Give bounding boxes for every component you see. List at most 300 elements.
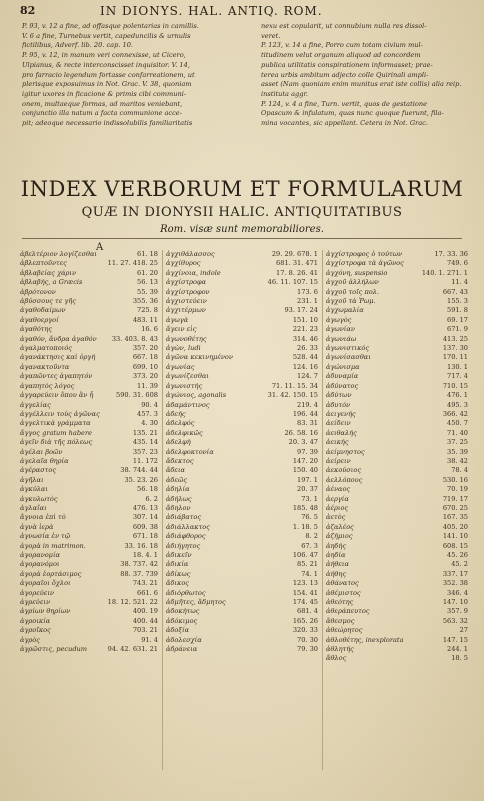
index-term: ἀζαλέος: [326, 522, 354, 531]
index-term: ἀγχιθάλασσος: [166, 250, 215, 258]
index-term: ἀγχωμαλία: [326, 306, 364, 315]
index-entry: [166, 485, 318, 494]
column-divider: [322, 250, 323, 770]
index-term: ἀετὸς: [326, 513, 346, 522]
index-entry: [326, 382, 468, 391]
index-term: ἀγωνοθέτης: [166, 334, 207, 343]
index-term: ἀγέραστος: [20, 466, 57, 475]
index-term: ἀθάνατος: [326, 579, 359, 588]
index-term: ἀγαλματοποιός: [20, 344, 72, 353]
index-term: ἄγειν εἰς: [166, 325, 197, 334]
section-letter: A: [96, 242, 104, 253]
index-term: ἄγνοια ἐπὶ τὸ: [20, 513, 66, 522]
index-term: ἀδηλία: [166, 485, 190, 494]
index-entry: [326, 513, 468, 522]
index-subtitle: QUÆ IN DIONYSII HALIC. ANTIQUITATIBUS: [81, 205, 403, 220]
index-entry: [166, 353, 318, 362]
index-entry: [20, 429, 158, 438]
index-reference: 670. 25: [442, 503, 468, 512]
index-entry: [326, 325, 468, 334]
index-entry: [326, 607, 468, 616]
header-rule: [22, 238, 462, 239]
note-line: plerisque exposuimus in Not. Grac. V. 38, quoniam: [22, 80, 192, 89]
index-term: ἀγχίστροφον: [166, 287, 210, 296]
index-reference: 137. 30: [442, 344, 468, 353]
index-reference: 231. 1: [297, 297, 318, 306]
index-entry: [326, 598, 468, 607]
index-term: ἀγέλαι βοῶν: [20, 447, 63, 456]
index-reference: 76. 5: [301, 513, 318, 522]
index-entry: [166, 419, 318, 428]
running-head: [20, 2, 464, 20]
index-entry: [326, 278, 468, 287]
index-term: ἀδυτόν: [326, 400, 351, 409]
index-entry: [166, 598, 318, 607]
index-reference: 67. 3: [301, 541, 318, 550]
index-term: ἀγορὰ in matrimon.: [20, 541, 86, 550]
index-entry: [326, 532, 468, 541]
index-term: ἀείδειν: [326, 419, 351, 428]
index-entry: [166, 325, 318, 334]
index-term: ἀγεῖν διὰ τῆς πόλεως: [20, 438, 93, 447]
index-term: ἀδιάλλακτος: [166, 522, 210, 531]
index-term: ἀδιόρθωτος: [166, 588, 206, 597]
index-entry: [326, 438, 468, 447]
index-entry: [20, 325, 158, 334]
index-reference: 38. 42: [447, 456, 468, 465]
index-entry: [326, 589, 468, 598]
index-term: ἀγορὰ ἑορτάσιμος: [20, 569, 82, 578]
index-term: ἄδεια: [166, 466, 185, 475]
index-entry: [166, 570, 318, 579]
index-term: ἀδμῆτες, ἄδμητος: [166, 598, 226, 607]
index-reference: 83. 31: [297, 419, 318, 428]
index-reference: 61. 20: [137, 268, 158, 277]
index-reference: 11. 39: [137, 381, 158, 390]
index-reference: 8. 2: [305, 532, 318, 541]
index-term: ἀγχοῦ ἀλλήλων: [326, 278, 379, 287]
index-reference: 70. 19: [447, 485, 468, 494]
index-term: ἀγρίων θηρίων: [20, 607, 71, 616]
index-entry: [20, 589, 158, 598]
index-reference: 27: [459, 626, 468, 635]
index-entry: [326, 448, 468, 457]
index-entry: [20, 363, 158, 372]
index-entry: [166, 306, 318, 315]
index-term: ἀβρότονον: [20, 287, 56, 296]
index-term: ἀγχοῦ τὰ Ῥωμ.: [326, 297, 376, 306]
index-entry: [166, 504, 318, 513]
index-reference: 307. 14: [132, 513, 158, 522]
index-entry: [326, 401, 468, 410]
index-term: ἀγαθοεργοί: [20, 315, 59, 324]
page-number: 82: [20, 4, 36, 17]
index-reference: 244. 1: [447, 645, 468, 654]
index-term: ἀγωγὰ: [166, 315, 189, 324]
index-reference: 173. 6: [297, 287, 318, 296]
index-reference: 61. 18: [137, 250, 158, 258]
index-term: ἀδύνατος: [326, 381, 359, 390]
index-term: ἀγωνίαν: [326, 325, 355, 334]
index-reference: 151. 10: [292, 315, 318, 324]
index-term: ἀηδία: [326, 551, 346, 559]
index-entry: [326, 570, 468, 579]
index-term: ἀδελφός: [166, 419, 195, 428]
index-reference: 221. 23: [292, 325, 318, 334]
index-column-2: [166, 250, 318, 654]
index-term: ἀγνὰ ἱερὰ: [20, 522, 54, 531]
index-entry: [20, 466, 158, 475]
index-term: ἀεικής: [326, 438, 349, 447]
index-term: ἀδεῶς: [166, 475, 188, 484]
index-reference: 366. 42: [442, 409, 468, 418]
index-entry: [20, 598, 158, 607]
index-reference: 78. 4: [451, 466, 468, 475]
index-term: ἀεκούσιος: [326, 466, 362, 475]
index-reference: 26. 33: [297, 344, 318, 353]
index-term: ἀδαμάντινος: [166, 400, 210, 409]
index-term: ἀγχίθυρος: [166, 259, 201, 268]
index-entry: [20, 269, 158, 278]
note-line: pit; adeoque necessario indissolubilis familiaritatis: [22, 119, 193, 128]
index-entry: [166, 457, 318, 466]
index-term: ἀγωνιάω: [326, 334, 357, 343]
index-entry: [20, 306, 158, 315]
index-entry: [20, 645, 158, 654]
index-reference: 93. 17. 24: [284, 306, 318, 315]
index-entry: [326, 269, 468, 278]
index-term: ἀήθης: [326, 569, 347, 578]
index-term: ἀγῶνα κεκινημένον: [166, 353, 233, 362]
index-reference: 46. 11. 107. 15: [267, 278, 318, 287]
index-entry: [20, 259, 158, 268]
index-entry: [326, 645, 468, 654]
index-term: ἀγανάκτησις καὶ ὀργή: [20, 353, 96, 362]
index-reference: 38. 744. 44: [120, 466, 158, 475]
note-line: Opascum & infulatum, quas nunc quoque fuerunt, fila-: [261, 109, 444, 118]
index-reference: 85. 21: [297, 560, 318, 569]
index-reference: 45. 26: [447, 551, 468, 559]
index-reference: 1. 18. 5: [292, 522, 318, 531]
index-entry: [326, 560, 468, 569]
index-entry: [166, 551, 318, 560]
index-term: ἀγγελτικὰ γράμματα: [20, 419, 91, 428]
index-entry: [166, 335, 318, 344]
index-reference: 31. 42. 150. 15: [267, 391, 318, 400]
index-term: ἀδίκως: [166, 569, 191, 578]
index-term: ἀήθεια: [326, 560, 349, 569]
index-reference: 355. 36: [132, 297, 158, 306]
index-term: ἀδικεῖν: [166, 551, 192, 559]
note-line: conjunctio illa natum a facta communione acce-: [22, 109, 182, 118]
index-term: ἀγχόνη, suspensio: [326, 268, 388, 277]
index-term: ἄδικος: [166, 579, 189, 588]
index-term: ἀηδής: [326, 541, 347, 550]
index-reference: 699. 10: [132, 362, 158, 371]
index-entry: [326, 363, 468, 372]
index-reference: 563. 32: [442, 616, 468, 625]
note-line: nexu est copularit, ut connubium nulla res dissol-: [261, 22, 427, 30]
index-reference: 18. 4. 1: [132, 551, 158, 559]
index-term: ἄδηλον: [166, 503, 191, 512]
index-reference: 400. 19: [132, 607, 158, 616]
note-line: fictilibus, Adverf. lib. 20. cap. 10.: [22, 41, 134, 50]
index-term: ἀγωνίας: [166, 362, 195, 371]
index-term: ἀδυναμία: [326, 372, 359, 381]
index-term: ἀδελφοκτονία: [166, 447, 214, 456]
index-entry: [20, 419, 158, 428]
index-term: ἀγχίστροφα τὰ ἀγῶνος: [326, 259, 404, 268]
index-entry: [326, 353, 468, 362]
index-term: ἀδήλως: [166, 494, 192, 503]
index-term: ἀεργία: [326, 494, 349, 503]
index-reference: 357. 23: [132, 447, 158, 456]
index-entry: [326, 466, 468, 475]
index-entry: [20, 504, 158, 513]
note-line: onem, multaeque formas, ad maritos veniebant,: [22, 99, 183, 108]
index-term: ἀθέμιστος: [326, 588, 361, 597]
index-term: ἀγωνίζεσθαι: [166, 372, 209, 381]
index-reference: 45. 2: [451, 560, 468, 569]
index-entry: [166, 495, 318, 504]
index-reference: 18. 5: [451, 654, 468, 663]
index-entry: [326, 523, 468, 532]
index-entry: [20, 560, 158, 569]
index-term: ἀδελφικῶς: [166, 428, 203, 437]
index-reference: 196. 44: [292, 409, 318, 418]
index-entry: [166, 476, 318, 485]
index-term: ἀγώνιος, agonalis: [166, 391, 227, 400]
index-term: ἀείμνηστος: [326, 447, 365, 456]
index-reference: 123. 13: [292, 579, 318, 588]
index-reference: 743. 21: [132, 579, 158, 588]
index-reference: 346. 4: [447, 588, 468, 597]
index-entry: [326, 551, 468, 560]
index-entry: [20, 457, 158, 466]
index-term: ἀβλαβής, a Græcis: [20, 278, 83, 287]
index-reference: 20. 37: [297, 485, 318, 494]
index-reference: 20. 3. 47: [288, 438, 318, 447]
index-reference: 130. 1: [447, 362, 468, 371]
index-entry: [20, 542, 158, 551]
index-reference: 373. 20: [132, 372, 158, 381]
index-reference: 681. 31. 471: [276, 259, 318, 268]
index-reference: 495. 3: [447, 400, 468, 409]
index-entry: [326, 495, 468, 504]
index-reference: 11. 4: [451, 278, 468, 287]
index-term: ἀγχιτέρμων: [166, 306, 206, 315]
index-term: ἀγωνιστής: [166, 381, 203, 390]
index-reference: 174. 45: [292, 598, 318, 607]
index-term: ἀδικία: [166, 560, 189, 569]
index-reference: 37. 25: [447, 438, 468, 447]
index-term: ἀθλοθέτης, inexplorata: [326, 635, 404, 644]
index-reference: 170. 11: [442, 353, 468, 362]
index-term: ἀβύσσους τε γῆς: [20, 297, 76, 306]
index-entry: [20, 617, 158, 626]
index-reference: 70. 30: [297, 635, 318, 644]
index-entry: [166, 448, 318, 457]
index-reference: 17. 33. 36: [434, 250, 468, 258]
index-entry: [326, 344, 468, 353]
index-term: ἀγνωσία ἐν τῷ: [20, 532, 71, 541]
index-reference: 18. 12. 521. 22: [107, 598, 158, 607]
index-reference: 320. 33: [292, 626, 318, 635]
index-term: ἀγώνισμα: [326, 362, 360, 371]
index-reference: 457. 3: [137, 409, 158, 418]
index-entry: [20, 636, 158, 645]
index-term: ἀγωνίσασθαι: [326, 353, 371, 362]
index-reference: 11. 27. 418. 25: [107, 259, 158, 268]
index-reference: 26. 58. 16: [284, 428, 318, 437]
index-entry: [326, 504, 468, 513]
index-reference: 38. 737. 42: [120, 560, 158, 569]
index-term: ἀγωνιστικός: [326, 344, 370, 353]
index-term: ἀγγελίας: [20, 400, 51, 409]
index-term: ἀγχίστροφα: [166, 278, 207, 287]
index-entry: [166, 607, 318, 616]
index-entry: [166, 438, 318, 447]
index-term: ἀθεράπευτος: [326, 607, 370, 616]
index-term: ἀδόκιμος: [166, 616, 198, 625]
index-reference: 717. 4: [447, 372, 468, 381]
index-entry: [326, 485, 468, 494]
index-entry: [326, 429, 468, 438]
index-entry: [20, 485, 158, 494]
index-entry: [326, 306, 468, 315]
index-term: ἀγροῖκος: [20, 626, 51, 635]
index-reference: 661. 6: [137, 588, 158, 597]
index-reference: 29. 29. 678. 1: [271, 250, 318, 258]
index-reference: 33. 403. 8. 43: [111, 334, 158, 343]
index-term: ἀελλόπους: [326, 475, 363, 484]
index-entry: [326, 626, 468, 635]
index-reference: 710. 15: [442, 381, 468, 390]
index-reference: 590. 31. 608: [116, 391, 158, 400]
index-reference: 165. 26: [292, 616, 318, 625]
index-term: ἀγοραῖοι ὄχλοι: [20, 579, 71, 588]
index-entry: [326, 419, 468, 428]
index-entry: [326, 617, 468, 626]
index-term: ἀγχίστροφος ὁ τούτων: [326, 250, 403, 258]
index-reference: 357. 20: [132, 344, 158, 353]
index-term: ἀβελτέριον λογίζεσθαι: [20, 250, 98, 258]
index-reference: 35. 39: [447, 447, 468, 456]
index-entry: [326, 288, 468, 297]
note-line: P. 123, v. 14 a fine, Porro cum totam civium mul-: [261, 41, 423, 50]
index-entry: [20, 607, 158, 616]
index-reference: 671. 18: [132, 532, 158, 541]
index-reference: 719. 17: [442, 494, 468, 503]
index-term: ἀγρεύειν: [20, 598, 50, 607]
index-entry: [326, 297, 468, 306]
index-term: ἄγγος gratum habere: [20, 428, 92, 437]
index-term: ἀγαθοδαίμων: [20, 306, 66, 315]
index-term: ἀγὼν, ludi: [166, 344, 201, 353]
index-entry: [20, 410, 158, 419]
index-entry: [166, 560, 318, 569]
index-column-1: [20, 250, 158, 654]
index-entry: [20, 316, 158, 325]
index-entry: [20, 448, 158, 457]
index-entry: [326, 391, 468, 400]
index-reference: 147. 15: [442, 635, 468, 644]
index-entry: [20, 476, 158, 485]
index-term: ἀβλαβείας χάριν: [20, 268, 76, 277]
note-line: terea urbis ambitum adjecto colle Quirinali ampli-: [261, 70, 429, 79]
note-line: titudinem velut organum aliquod ad concordem: [261, 51, 421, 60]
index-term: ἀδιάβατος: [166, 513, 202, 522]
note-line: pro farracio legendum fortasse confarreationem, ut: [22, 70, 195, 79]
column-divider: [162, 250, 163, 770]
index-entry: [20, 288, 158, 297]
index-entry: [20, 382, 158, 391]
index-entry: [20, 570, 158, 579]
index-term: ἄδεκτος: [166, 456, 194, 465]
note-line: asset (Nam quoniam enim munitus erat iste collis) alia reip.: [261, 80, 462, 89]
index-term: ἀέναος: [326, 485, 351, 494]
index-term: ἀδοκήτως: [166, 607, 200, 616]
index-entry: [166, 532, 318, 541]
index-reference: 140. 1. 271. 1: [421, 268, 468, 277]
index-entry: [326, 335, 468, 344]
note-line: Ulpianus, & recte interconscisset inquisitor. V. 14,: [22, 60, 190, 69]
index-entry: [166, 363, 318, 372]
index-term: ἀδοξία: [166, 626, 190, 635]
index-term: ἀδιήγητος: [166, 541, 201, 550]
index-entry: [166, 626, 318, 635]
index-entry: [20, 250, 158, 259]
index-term: ἀειγενής: [326, 409, 356, 418]
index-reference: 435. 14: [132, 438, 158, 447]
index-reference: 608. 15: [442, 541, 468, 550]
index-term: ἀγκύλαι: [20, 485, 48, 494]
index-reference: 703. 21: [132, 626, 158, 635]
index-entry: [166, 636, 318, 645]
index-entry: [326, 579, 468, 588]
index-entry: [326, 372, 468, 381]
index-reference: 124. 16: [292, 362, 318, 371]
running-title: IN DIONYS. HAL. ANTIQ. ROM.: [100, 4, 323, 18]
index-entry: [166, 372, 318, 381]
index-reference: 4. 30: [141, 419, 158, 428]
index-entry: [20, 335, 158, 344]
index-entry: [326, 259, 468, 268]
note-line: mina vocantes, sic appellant. Cetera in Not. Grac.: [261, 119, 428, 128]
index-entry: [166, 429, 318, 438]
note-line: P. 93, v. 12 a fine, ad offasque polentarias in camillis.: [22, 22, 199, 30]
index-entry: [166, 297, 318, 306]
index-entry: [326, 316, 468, 325]
index-entry: [166, 579, 318, 588]
index-term: ἀγαθότης: [20, 325, 53, 334]
index-term: ἀθεώρητος: [326, 626, 363, 635]
index-reference: 591. 8: [447, 306, 468, 315]
index-reference: 73. 1: [301, 494, 318, 503]
index-reference: 219. 4: [297, 400, 318, 409]
index-term: ἀγρῶστις, pecudum: [20, 645, 88, 654]
index-reference: 155. 3: [447, 297, 468, 306]
index-entry: [326, 410, 468, 419]
index-reference: 74. 1: [301, 569, 318, 578]
index-term: ἀγωγὸς: [326, 315, 352, 324]
index-reference: 667. 18: [132, 353, 158, 362]
index-reference: 530. 16: [442, 475, 468, 484]
index-reference: 79. 30: [297, 645, 318, 654]
index-entry: [20, 278, 158, 287]
index-reference: 91. 4: [141, 635, 158, 644]
index-term: ἀγαπητὸς λόγος: [20, 381, 75, 390]
